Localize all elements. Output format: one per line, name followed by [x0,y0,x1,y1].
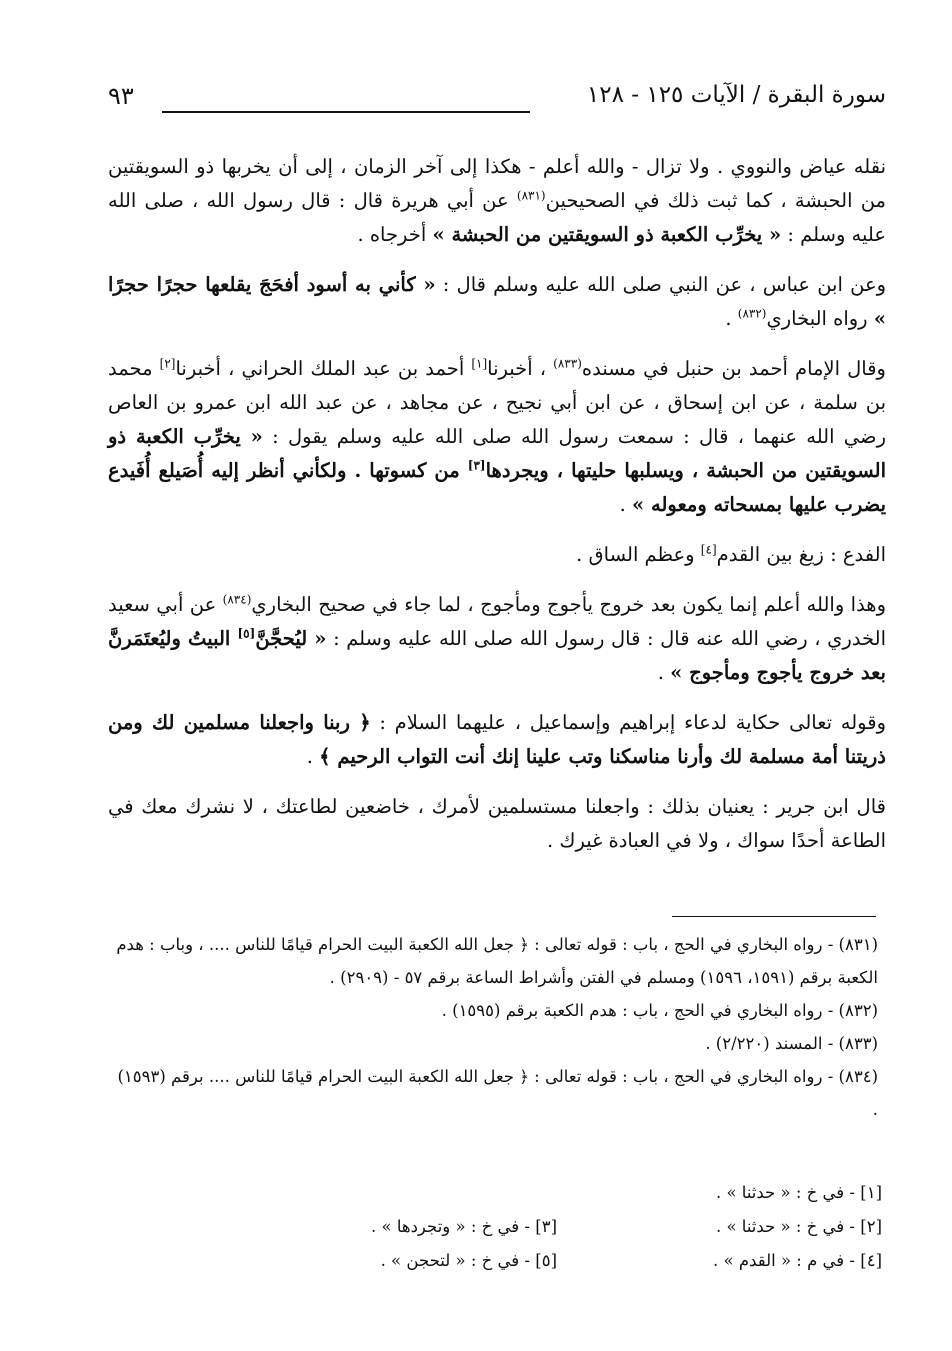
text: . [306,745,320,768]
footnote: (٨٣٢) - رواه البخاري في الحج ، باب : هدم الكعبة برقم (١٥٩٥) . [441,1001,878,1020]
variant-note: [١] - في خ : « حدثنا » . [715,1183,882,1202]
text: قال ابن جرير : يعنيان بذلك : واجعلنا مستسلمين لأمرك ، خاضعين لطاعتك ، لا نشرك معك في الطاعة أحدًا سواك ، ولا في العبادة غيرك . [108,795,886,852]
text: الفدع : زيغ بين القدم [716,543,886,566]
page-number: ٩٣ [108,82,134,110]
text: محمد بن سلمة ، عن ابن إسحاق ، عن ابن أبي نجيح ، عن مجاهد ، عن عبد الله ابن عمرو بن العاص رضي الله عنهما ، قال : سمعت رسول الله صلى الله عليه وسلم يقول : [108,357,886,448]
footnotes [108,928,878,1126]
hadith-quote: « كأني به أسود أفحَجَ يقلعها حجرًا حجرًا » [108,273,886,330]
footnote-ref: (٨٣٢) [737,306,767,321]
footnote-ref: (٨٣٣) [553,356,582,371]
hadith-quote: « ليُحجَّنَّ [255,627,327,650]
variant-row [232,1210,882,1244]
text: وقوله تعالى حكاية لدعاء إبراهيم وإسماعيل ، عليهما السلام : [370,711,886,734]
paragraph-2 [108,268,886,336]
variant-ref: [٣] [467,458,486,473]
variant-spacer [232,1176,557,1210]
variant-ref: [٤] [700,542,717,557]
variant-note: [٤] - في م : « القدم » . [713,1251,882,1270]
hadith-quote: من كسوتها . ولكأني أنظر إليه أُصَيلع أُفَيدع يضرب عليها بمسحاته ومعوله » [108,459,886,516]
footnote: (٨٣١) - رواه البخاري في الحج ، باب : قوله تعالى : ﴿ جعل الله الكعبة البيت الحرام قيامًا للناس .... ، وباب : هدم الكعبة برقم (١٥٩١، ١٥٩٦) ومسلم في الفتن وأشراط الساعة برقم ٥٧ - (٢٩٠٩) . [116,935,878,987]
variant-row [232,1176,882,1210]
text: وعن ابن عباس ، عن النبي صلى الله عليه وسلم قال : [435,273,886,296]
footnote: (٨٣٣) - المسند (٢/٢٢٠) . [705,1034,878,1053]
paragraph-3 [108,352,886,522]
chapter-heading: سورة البقرة / الآيات ١٢٥ - ١٢٨ [586,82,886,108]
variant-note: [٣] - في خ : « وتجردها » . [371,1217,557,1236]
header-rule [162,111,530,113]
text: وقال الإمام أحمد بن حنبل في مسنده [581,357,886,380]
footnote-ref: (٨٣٤) [222,592,252,607]
variant-note: [٥] - في خ : « لتحجن » . [380,1251,557,1270]
variant-ref: [٥] [237,626,256,641]
text: . [657,661,671,684]
text: ، أخبرنا [487,357,554,380]
paragraph-4 [108,538,886,572]
paragraph-6 [108,706,886,774]
manuscript-variants [232,1176,882,1278]
variant-row [232,1244,882,1278]
hadith-quote: البيتُ وليُعتَمَرنَّ بعد خروج يأجوج ومأجوج » [108,627,886,684]
text: نقله عياض والنووي . ولا تزال - والله أعلم - هكذا إلى آخر الزمان ، إلى أن يخربها ذو السويقتين من الحبشة ، كما ثبت ذلك في الصحيحين [108,155,887,212]
paragraph-7 [108,790,886,858]
main-text [108,150,886,874]
running-header [108,82,886,122]
quran-verse: ﴿ ربنا واجعلنا مسلمين لك ومن ذريتنا أمة مسلمة لك وأرنا مناسكنا وتب علينا إنك أنت التواب الرحيم ﴾ [108,711,886,768]
text: عن أبي هريرة قال : قال رسول الله ، صلى الله عليه وسلم : [108,189,886,246]
footnote: (٨٣٤) - رواه البخاري في الحج ، باب : قوله تعالى : ﴿ جعل الله الكعبة البيت الحرام قيامًا للناس .... برقم (١٥٩٣) . [117,1067,878,1119]
hadith-quote: « يخرِّب الكعبة ذو السويقتين من الحبشة » [432,223,782,246]
variant-ref: [٢] [159,356,176,371]
hadith-quote: « يخرِّب الكعبة ذو السويقتين من الحبشة ، ويسلبها حليتها ، ويجردها [108,425,886,482]
text: وعظم الساق . [576,543,701,566]
footnote-ref: (٨٣١) [516,188,546,203]
text: . [725,307,738,330]
paragraph-5 [108,588,886,690]
variant-ref: [١] [471,356,488,371]
paragraph-1 [108,150,886,252]
footnote-divider [672,916,876,917]
text: عن أبي سعيد الخدري ، رضي الله عنه قال : قال رسول الله صلى الله عليه وسلم : [108,593,886,650]
text: وهذا والله أعلم إنما يكون بعد خروج يأجوج ومأجوج ، لما جاء في صحيح البخاري [251,593,887,616]
text: أخرجاه . [357,223,433,246]
text: رواه البخاري [766,307,874,330]
variant-note: [٢] - في خ : « حدثنا » . [715,1217,882,1236]
text: أحمد بن عبد الملك الحراني ، أخبرنا [175,357,472,380]
text: . [619,493,633,516]
